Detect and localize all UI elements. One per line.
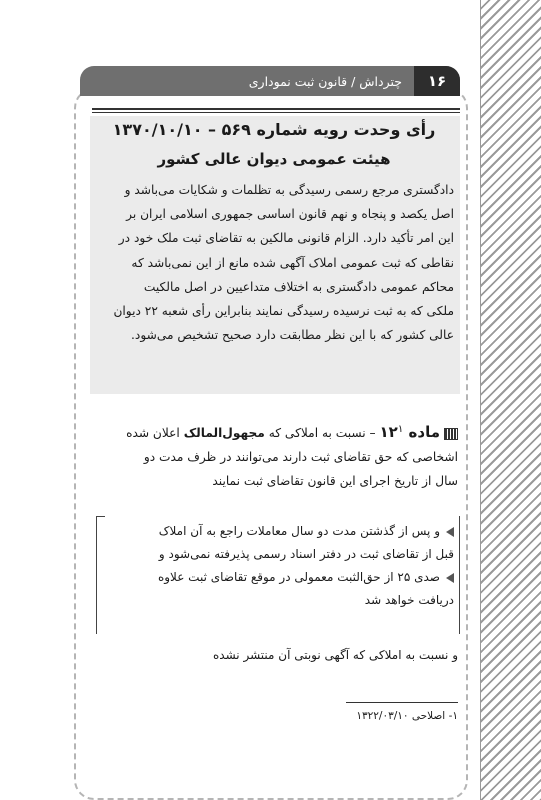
ruling-body <box>96 178 454 347</box>
triangle-bullet-icon <box>446 573 454 583</box>
footnote-rule <box>346 702 458 703</box>
ruling-line: اصل یکصد و پنجاه و نهم قانون اساسی جمهوری اسلامی ایران بر <box>126 207 454 222</box>
bullet-list <box>102 520 454 612</box>
ruling-line: عالی کشور که با این نظر مطابقت دارد صحیح تشخیص می‌شود. <box>131 328 454 343</box>
decorative-stripes <box>480 0 541 800</box>
article-12 <box>82 418 458 493</box>
footnote: ۱- اصلاحی ۱۳۲۲/۰۳/۱۰ <box>356 710 458 722</box>
continuation-text: و نسبت به املاکی که آگهی نوبتی آن منتشر نشده <box>213 648 458 662</box>
running-title: چترداش / قانون ثبت نموداری <box>248 73 402 89</box>
article-text: اعلان شده <box>126 426 184 441</box>
ruling-line: این امر تأکید دارد. الزام قانونی مالکین به تقاضای ثبت ملک خود در <box>118 231 454 246</box>
ruling-line: ملکی که به ثبت نرسیده رسیدگی نمایند بنابراین رأی شعبه ۲۲ دیوان <box>113 304 454 319</box>
ruling-line: محاکم عمومی دادگستری به اختلاف متداعیین در اصل مالکیت <box>143 279 454 294</box>
list-item: و پس از گذشتن مدت دو سال معاملات راجع به آن املاک <box>102 520 454 543</box>
list-item: قبل از تقاضای ثبت در دفتر اسناد رسمی پذیرفته نمی‌شود و <box>158 547 454 561</box>
ruling-line: دادگستری مرجع رسمی رسیدگی به تظلمات و شکایات می‌باشد و <box>124 183 454 197</box>
page-header <box>80 66 460 96</box>
article-line: اشخاصی که حق تقاضای ثبت دارند می‌توانند در ظرف مدت دو <box>143 450 458 465</box>
ruling-line: نقاطی که ثبت عمومی املاک آگهی شده مانع از این نمی‌باشد که <box>131 255 454 270</box>
ruling-subtitle: هیئت عمومی دیوان عالی کشور <box>157 150 391 168</box>
ruling-top-rule-thin <box>92 112 460 113</box>
ruling-title: رأی وحدت رویه شماره ۵۶۹ – ۱۳۷۰/۱۰/۱۰ <box>112 120 436 139</box>
article-text: – نسبت به املاکی که <box>264 426 380 441</box>
article-line: سال از تاریخ اجرای این قانون تقاضای ثبت نمایند <box>212 474 458 489</box>
ruling-top-rule <box>92 108 460 110</box>
article-emphasis: مجهول‌المالک <box>183 426 265 441</box>
article-icon <box>444 428 458 440</box>
article-label: ماده ۱۲ <box>379 423 440 442</box>
triangle-bullet-icon <box>446 527 454 537</box>
page-number: ۱۶ <box>414 66 460 96</box>
article-footnote-ref: ۱ <box>397 424 404 435</box>
list-item: صدی ۲۵ از حق‌الثبت معمولی در موقع تقاضای ثبت علاوه <box>102 566 454 589</box>
list-item: دریافت خواهد شد <box>364 593 454 607</box>
